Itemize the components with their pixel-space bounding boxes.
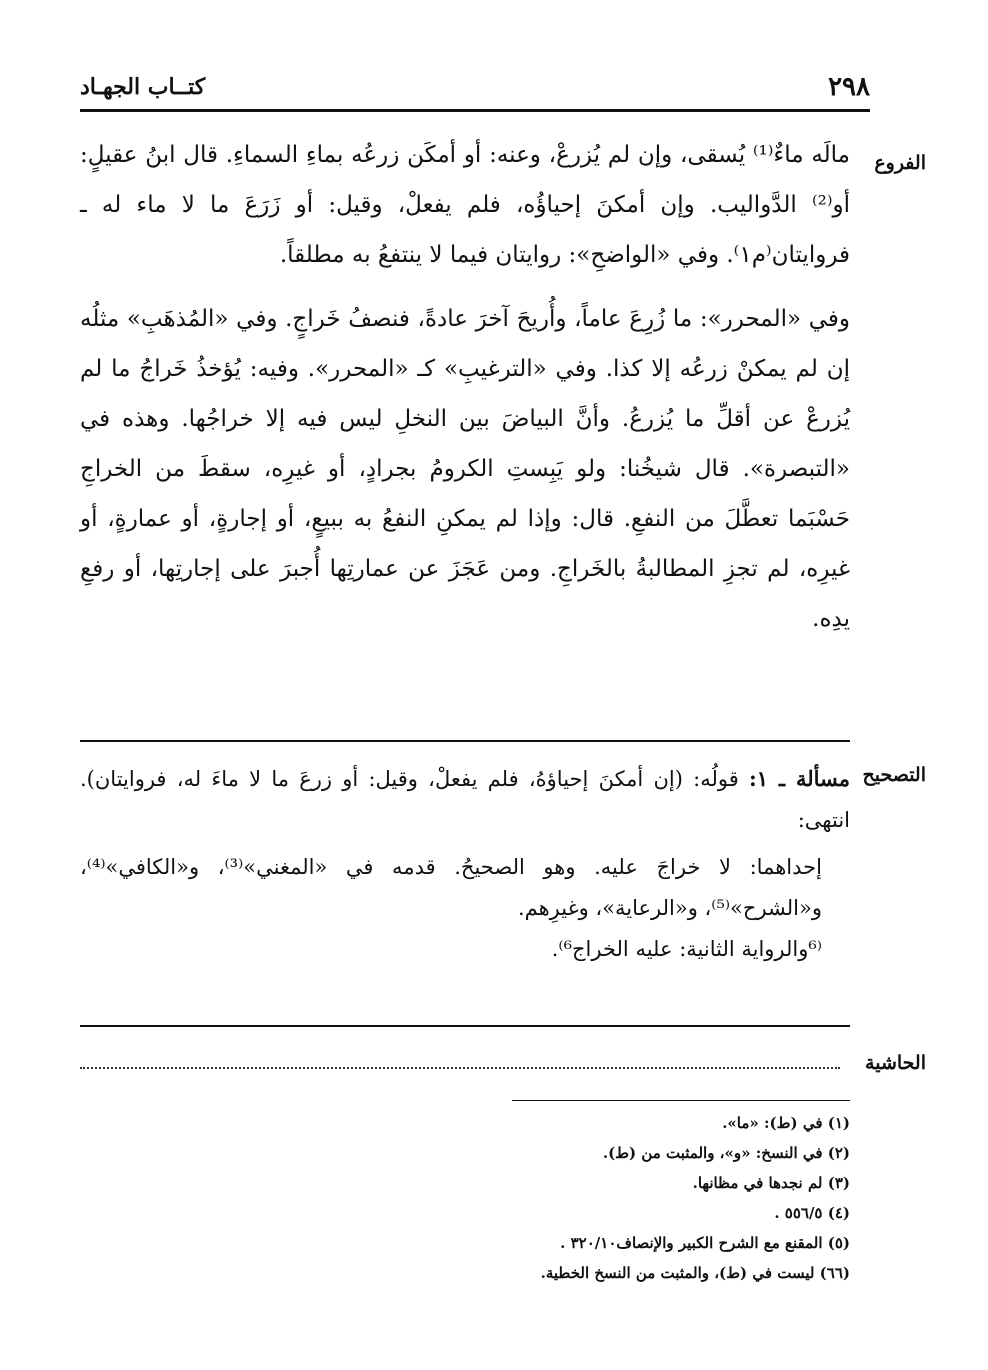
label-hashiya: الحاشية (865, 1052, 926, 1074)
hashiya-dotted-line (80, 1067, 840, 1069)
tashih-text (80, 758, 850, 970)
label-furu: الفروع (874, 152, 926, 174)
footnote-item: (١) في (ط): «ما». (722, 1114, 850, 1132)
tashih-paragraph-1 (80, 758, 850, 841)
footnote-item: (٢) في النسخ: «و»، والمثبت من (ط). (602, 1144, 850, 1162)
page-number: ٢٩٨ (828, 72, 870, 102)
footnote-item: (٤) ٥٥٦/٥ . (774, 1204, 850, 1222)
footnote-item: (٥) المقنع مع الشرح الكبير والإنصاف٣٢٠/١٠ . (560, 1234, 850, 1252)
page-header (80, 72, 870, 104)
main-paragraph-1: مالَه ماءٌ⁽¹⁾ يُسقى، وإن لم يُزرعْ، وعنه: أو أمكَن زرعُه بماءِ السماءِ. قال ابنُ عقيلٍ: أو⁽²⁾ الدَّواليب. وإن أمكنَ إحياؤُه، فلم يفعلْ، وقيل: أو زَرَعَ ما لا ماء له ـ فروايتان⁽م١⁾. وفي «الواضحِ»: روايتان فيما لا ينتفعُ به مطلقاً. (80, 142, 850, 268)
tashih-paragraph-3: ⁽⁶والرواية الثانية: عليه الخراج⁶⁾. (551, 937, 822, 961)
main-paragraph-2: وفي «المحرر»: ما زُرِعَ عاماً، وأُريحَ آخرَ عادةً، فنصفُ خَراجٍ. وفي «المُذهَبِ» مثلُه إن لم يمكنْ زرعُه إلا كذا. وفي «الترغيبِ» كـ «المحرر». وفيه: يُؤخذُ خَراجُ ما لم يُزرعْ عن أقلِّ ما يُزرعُ. وأنَّ البياضَ بين النخلِ ليس فيه إلا خراجُها. وهذه في «التبصرة». قال شيخُنا: ولو يَبِستِ الكرومُ بجرادٍ، أو غيرِه، سقطَ من الخراجِ حَسْبَما تعطَّلَ من النفعِ. قال: وإذا لم يمكنِ النفعُ به ببيعٍ، أو إجارةٍ، أو عمارةٍ، أو غيرِه، لم تجزِ المطالبةُ بالخَراجِ. ومن عَجَزَ عن عمارتِها أُجبرَ على إجارتِها، أو رفعِ يدِه. (80, 306, 851, 632)
footnote-rule (512, 1100, 850, 1101)
section-rule-1 (80, 740, 850, 742)
footnote-item: (٦٦) ليست في (ط)، والمثبت من النسخ الخطية. (540, 1264, 850, 1282)
main-text (80, 130, 850, 644)
tashih-quote: قولُه: (إن أمكنَ إحياؤهُ، فلم يفعلْ، وقيل: أو زرعَ ما لا ماءَ له، فروايتان). انتهى: (80, 767, 850, 832)
header-rule (80, 109, 870, 112)
running-title: كتــاب الجهـاد (80, 74, 206, 100)
footnote-item: (٣) لم نجدها في مظانها. (692, 1174, 850, 1192)
tashih-paragraph-2: إحداهما: لا خراجَ عليه. وهو الصحيحُ. قدمه في «المغني»⁽³⁾، و«الكافي»⁽⁴⁾، و«الشرح»⁽⁵⁾، و«الرعاية»، وغيرِهم. (80, 855, 822, 920)
masala-heading: مسألة ـ ١: (749, 766, 850, 791)
footnotes (80, 1108, 850, 1288)
label-tashih: التصحيح (862, 764, 926, 786)
section-rule-2 (80, 1025, 850, 1027)
